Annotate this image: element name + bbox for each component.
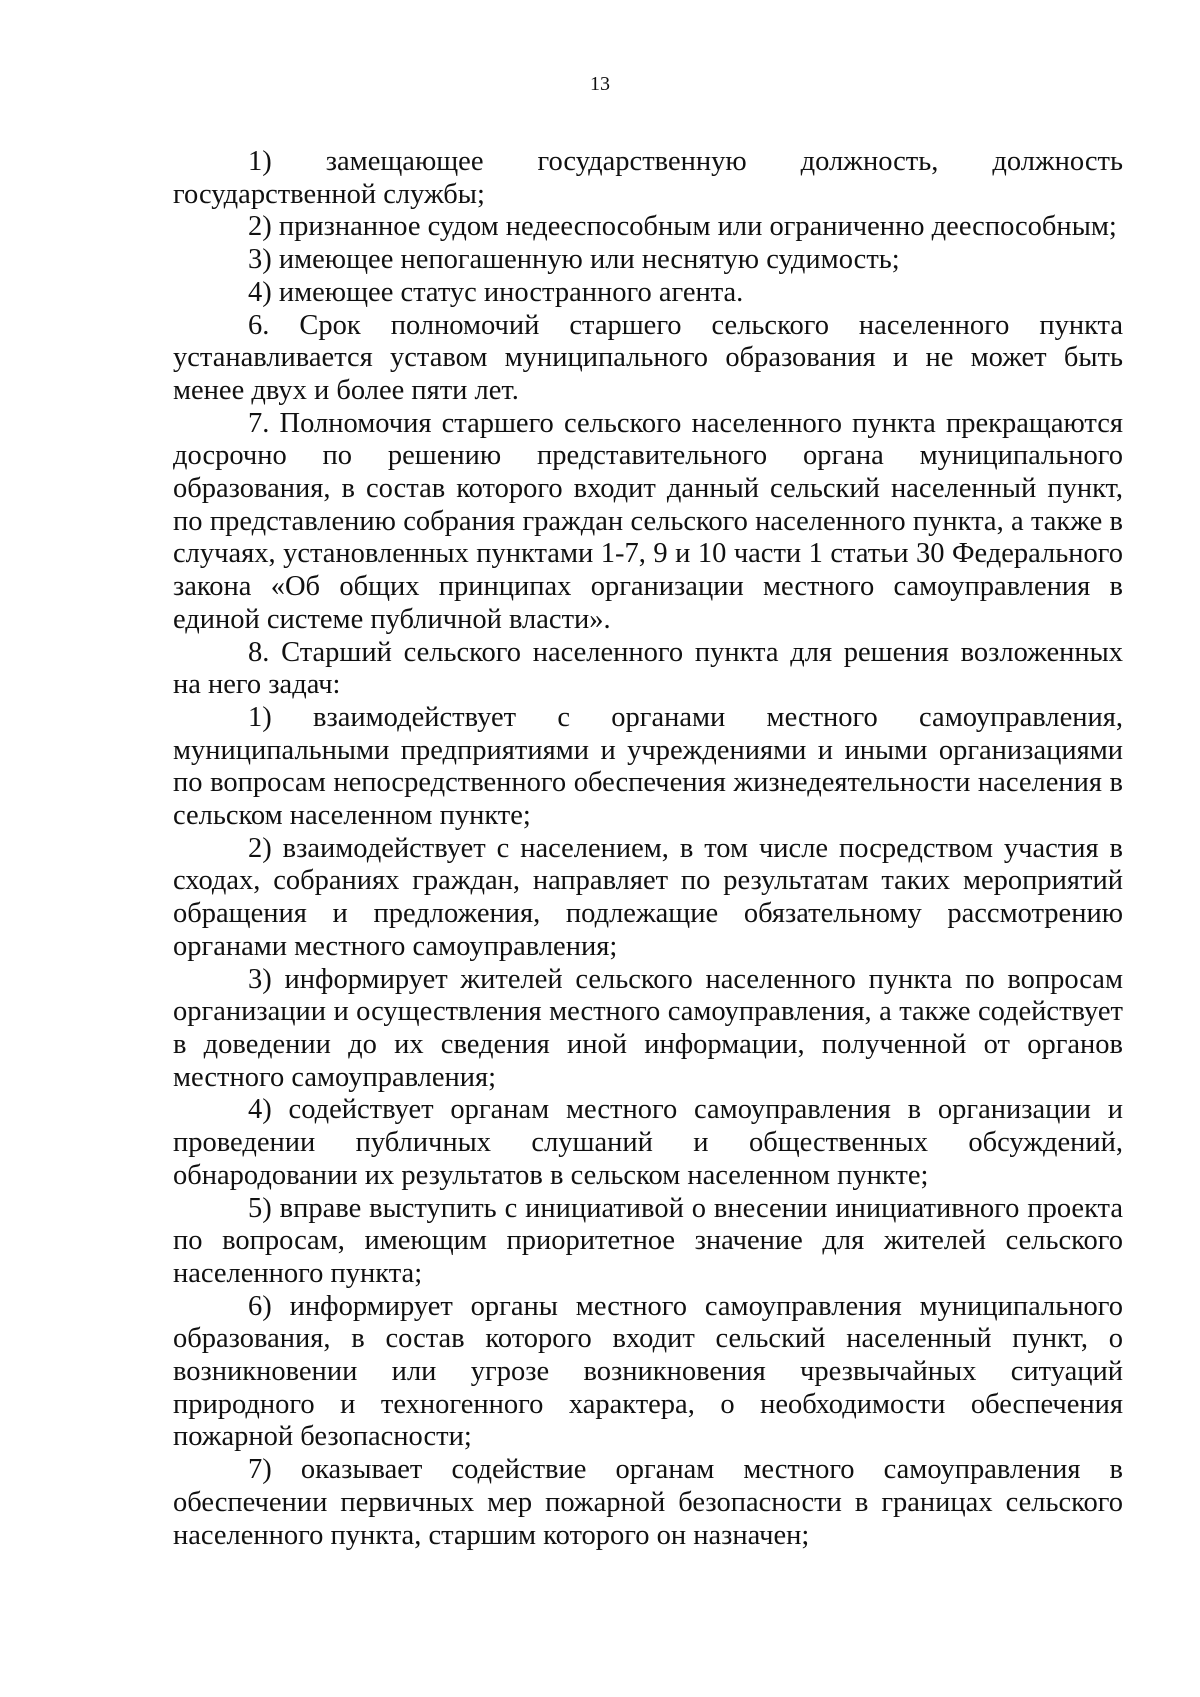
paragraph-duty-5: 5) вправе выступить с инициативой о внесении инициативного проекта по вопросам, имеющим приоритетное значение для жителей сельского населенного пункта; xyxy=(173,1192,1123,1289)
document-body xyxy=(173,146,1123,1552)
paragraph-item-6-term: 6. Срок полномочий старшего сельского населенного пункта устанавливается уставом муниципального образования и не может быть менее двух и более пяти лет. xyxy=(173,309,1123,406)
paragraph-subitem-1: 1) замещающее государственную должность, должность государственной службы; xyxy=(173,146,1123,210)
paragraph-duty-6: 6) информирует органы местного самоуправления муниципального образования, в состав которого входит сельский населенный пункт, о возникновении или угрозе возникновения чрезвычайных ситуаций природного и техногенного характера, о необходимости обеспечения пожарной безопасности; xyxy=(173,1290,1123,1453)
paragraph-duty-4: 4) содействует органам местного самоуправления в организации и проведении публичных слушаний и общественных обсуждений, обнародовании их результатов в сельском населенном пункте; xyxy=(173,1094,1123,1191)
paragraph-item-7-termination: 7. Полномочия старшего сельского населенного пункта прекращаются досрочно по решению представительного органа муниципального образования, в состав которого входит данный сельский населенный пункт, по представлению собрания граждан сельского населенного пункта, а также в случаях, установленных пунктами 1-7, 9 и 10 части 1 статьи 30 Федерального закона «Об общих принципах организации местного самоуправления в единой системе публичной власти». xyxy=(173,407,1123,635)
paragraph-duty-7: 7) оказывает содействие органам местного самоуправления в обеспечении первичных мер пожарной безопасности в границах сельского населенного пункта, старшим которого он назначен; xyxy=(173,1454,1123,1551)
paragraph-subitem-2: 2) признанное судом недееспособным или ограниченно дееспособным; xyxy=(248,211,1117,243)
paragraph-subitem-3: 3) имеющее непогашенную или неснятую судимость; xyxy=(248,244,900,276)
paragraph-item-8-duties: 8. Старший сельского населенного пункта для решения возложенных на него задач: xyxy=(173,636,1123,701)
paragraph-subitem-4: 4) имеющее статус иностранного агента. xyxy=(248,276,744,308)
page-number: 13 xyxy=(590,73,610,95)
paragraph-duty-1: 1) взаимодействует с органами местного самоуправления, муниципальными предприятиями и учреждениями и иными организациями по вопросам непосредственного обеспечения жизнедеятельности населения в сельском населенном пункте; xyxy=(173,701,1123,832)
paragraph-duty-2: 2) взаимодействует с населением, в том числе посредством участия в сходах, собраниях граждан, направляет по результатам таких мероприятий обращения и предложения, подлежащие обязательному рассмотрению органами местного самоуправления; xyxy=(173,832,1123,962)
paragraph-duty-3: 3) информирует жителей сельского населенного пункта по вопросам организации и осуществления местного самоуправления, а также содействует в доведении до их сведения иной информации, полученной от органов местного самоуправления; xyxy=(173,963,1123,1093)
